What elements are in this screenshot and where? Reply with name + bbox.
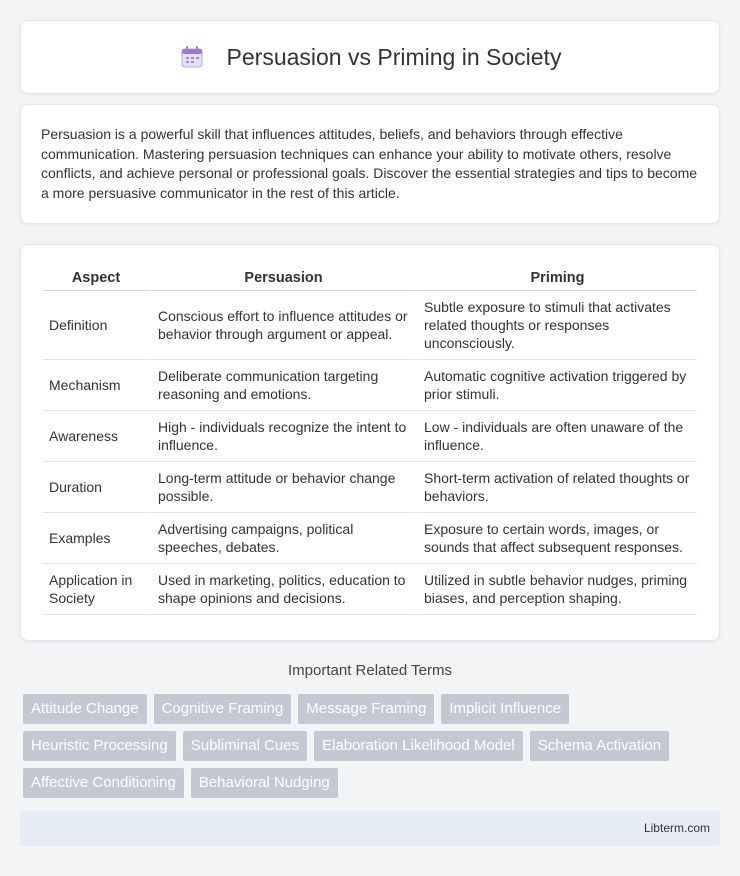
priming-cell: Low - individuals are often unaware of the influence. <box>415 411 697 462</box>
related-terms-list <box>23 694 723 805</box>
related-term-tag[interactable]: Cognitive Framing <box>154 694 292 724</box>
aspect-cell: Application in Society <box>43 564 149 615</box>
related-term-tag[interactable]: Schema Activation <box>530 731 669 761</box>
persuasion-cell: Conscious effort to influence attitudes or behavior through argument or appeal. <box>149 291 415 360</box>
title-card <box>20 20 720 94</box>
priming-cell: Utilized in subtle behavior nudges, priming biases, and perception shaping. <box>415 564 697 615</box>
aspect-cell: Definition <box>43 291 149 360</box>
footer-site-link[interactable]: Libterm.com <box>643 821 710 835</box>
comparison-table <box>43 267 697 615</box>
table-header-row <box>43 267 697 291</box>
header-persuasion: Persuasion <box>149 267 415 291</box>
table-row <box>43 411 697 462</box>
persuasion-cell: Deliberate communication targeting reasoning and emotions. <box>149 360 415 411</box>
priming-cell: Exposure to certain words, images, or sounds that affect subsequent responses. <box>415 513 697 564</box>
persuasion-cell: Long-term attitude or behavior change possible. <box>149 462 415 513</box>
table-row <box>43 360 697 411</box>
aspect-cell: Mechanism <box>43 360 149 411</box>
table-row <box>43 462 697 513</box>
priming-cell: Short-term activation of related thoughts or behaviors. <box>415 462 697 513</box>
related-term-tag[interactable]: Attitude Change <box>23 694 147 724</box>
priming-cell: Subtle exposure to stimuli that activates related thoughts or responses unconsciously. <box>415 291 697 360</box>
page-title: Persuasion vs Priming in Society <box>226 43 562 70</box>
related-term-tag[interactable]: Behavioral Nudging <box>191 768 338 798</box>
related-terms-title: Important Related Terms <box>288 662 452 679</box>
aspect-cell: Examples <box>43 513 149 564</box>
related-term-tag[interactable]: Subliminal Cues <box>183 731 307 761</box>
header-priming: Priming <box>415 267 697 291</box>
table-row <box>43 291 697 360</box>
header-aspect: Aspect <box>43 267 149 291</box>
persuasion-cell: Advertising campaigns, political speeches, debates. <box>149 513 415 564</box>
related-term-tag[interactable]: Affective Conditioning <box>23 768 184 798</box>
related-term-tag[interactable]: Elaboration Likelihood Model <box>314 731 523 761</box>
table-row <box>43 513 697 564</box>
related-term-tag[interactable]: Heuristic Processing <box>23 731 176 761</box>
aspect-cell: Duration <box>43 462 149 513</box>
related-term-tag[interactable]: Implicit Influence <box>441 694 569 724</box>
persuasion-cell: Used in marketing, politics, education to shape opinions and decisions. <box>149 564 415 615</box>
persuasion-cell: High - individuals recognize the intent to influence. <box>149 411 415 462</box>
priming-cell: Automatic cognitive activation triggered by prior stimuli. <box>415 360 697 411</box>
related-term-tag[interactable]: Message Framing <box>298 694 434 724</box>
table-row <box>43 564 697 615</box>
calendar-icon <box>179 44 205 70</box>
aspect-cell: Awareness <box>43 411 149 462</box>
intro-text: Persuasion is a powerful skill that influences attitudes, beliefs, and behaviors through effective communication. Mastering persuasion techniques can enhance your ability to motivate others, resolve conflicts, and achieve personal or professional goals. Discover the essential strategies and tips to become a more persuasive communicator in the rest of this article. <box>41 126 698 201</box>
comparison-table-card <box>20 244 720 641</box>
intro-card <box>20 104 720 224</box>
footer <box>20 811 720 846</box>
